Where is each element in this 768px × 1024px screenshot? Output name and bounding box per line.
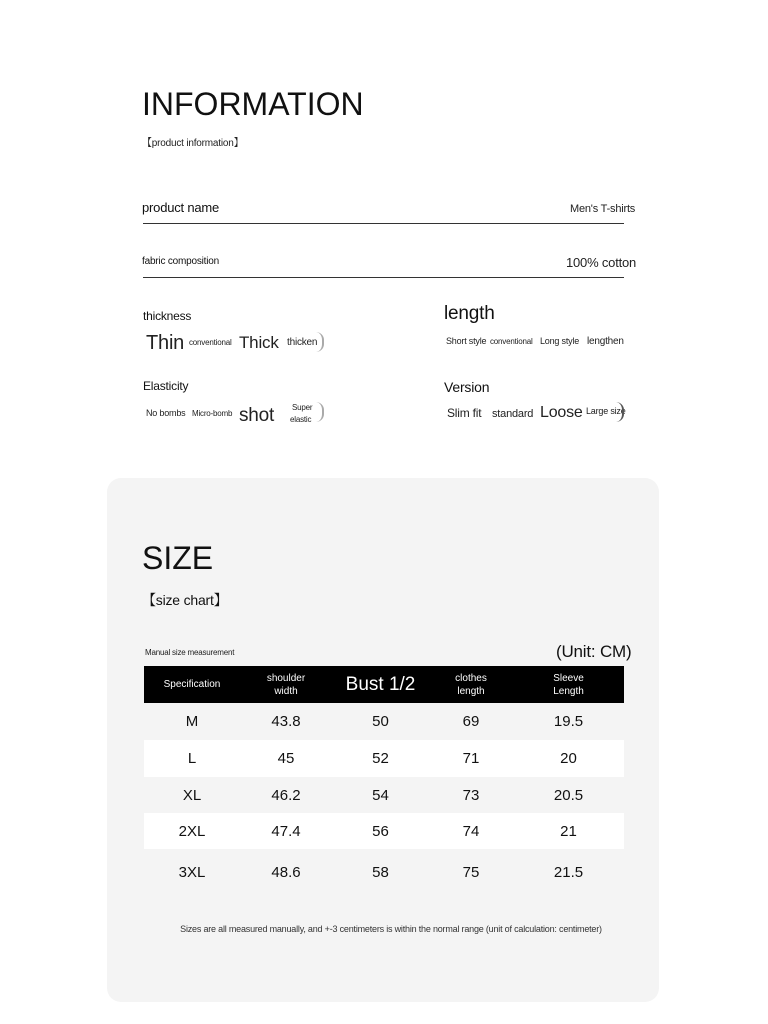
header-shoulder-width: shoulder width bbox=[240, 666, 332, 703]
length-option-short: Short style bbox=[446, 336, 487, 346]
elasticity-option-no-bombs: No bombs bbox=[146, 408, 186, 418]
table-cell: L bbox=[144, 740, 240, 777]
table-cell: 20.5 bbox=[513, 777, 624, 813]
version-title: Version bbox=[444, 379, 490, 395]
header-clothes-length: clothes length bbox=[429, 666, 513, 703]
table-cell: 50 bbox=[332, 703, 429, 740]
table-cell: 48.6 bbox=[240, 849, 332, 895]
fabric-divider bbox=[143, 277, 624, 278]
version-option-slim-fit: Slim fit bbox=[447, 406, 482, 420]
thickness-selector-edge bbox=[312, 332, 324, 352]
thickness-title: thickness bbox=[143, 309, 192, 323]
fabric-value: 100% cotton bbox=[566, 255, 637, 270]
elasticity-selector-edge bbox=[312, 402, 324, 422]
information-title: INFORMATION bbox=[142, 86, 364, 122]
version-selector-edge bbox=[612, 402, 624, 422]
table-cell: 2XL bbox=[144, 813, 240, 849]
size-title: SIZE bbox=[142, 540, 214, 576]
table-cell: 21.5 bbox=[513, 849, 624, 895]
table-row bbox=[144, 813, 624, 849]
elasticity-option-elastic: elastic bbox=[290, 415, 312, 424]
header-specification: Specification bbox=[144, 666, 240, 703]
table-cell: 74 bbox=[429, 813, 513, 849]
table-cell: 45 bbox=[240, 740, 332, 777]
table-cell: 56 bbox=[332, 813, 429, 849]
table-cell: 3XL bbox=[144, 849, 240, 895]
header-bust: Bust 1/2 bbox=[332, 666, 429, 703]
product-name-label: product name bbox=[142, 200, 220, 215]
table-cell: 58 bbox=[332, 849, 429, 895]
header-sleeve-length: Sleeve Length bbox=[513, 666, 624, 703]
table-cell: 43.8 bbox=[240, 703, 332, 740]
product-name-value: Men's T-shirts bbox=[570, 203, 636, 215]
table-row bbox=[144, 740, 624, 777]
version-option-large-size: Large size bbox=[586, 406, 626, 416]
table-row bbox=[144, 777, 624, 813]
table-row bbox=[144, 849, 624, 895]
size-chart-table bbox=[144, 666, 624, 895]
thickness-option-thicken: thicken bbox=[287, 337, 318, 348]
length-option-conventional: conventional bbox=[490, 337, 533, 346]
elasticity-option-micro-bomb: Micro-bomb bbox=[192, 409, 233, 418]
table-cell: 20 bbox=[513, 740, 624, 777]
table-cell: 69 bbox=[429, 703, 513, 740]
table-cell: XL bbox=[144, 777, 240, 813]
table-cell: 75 bbox=[429, 849, 513, 895]
table-row bbox=[144, 703, 624, 740]
table-cell: 71 bbox=[429, 740, 513, 777]
table-cell: M bbox=[144, 703, 240, 740]
table-cell: 52 bbox=[332, 740, 429, 777]
version-option-loose: Loose bbox=[540, 404, 583, 421]
thickness-option-thick: Thick bbox=[239, 333, 279, 352]
information-subtitle: 【product information】 bbox=[142, 138, 244, 149]
length-title: length bbox=[444, 303, 495, 324]
length-option-lengthen: lengthen bbox=[587, 336, 624, 347]
table-cell: 47.4 bbox=[240, 813, 332, 849]
table-cell: 21 bbox=[513, 813, 624, 849]
elasticity-option-shot: shot bbox=[239, 405, 275, 426]
thickness-option-conventional: conventional bbox=[189, 338, 232, 347]
thickness-option-thin: Thin bbox=[146, 332, 185, 354]
elasticity-title: Elasticity bbox=[143, 379, 189, 393]
manual-measurement-label: Manual size measurement bbox=[145, 648, 235, 657]
fabric-label: fabric composition bbox=[142, 256, 219, 267]
length-option-long: Long style bbox=[540, 336, 580, 346]
table-cell: 54 bbox=[332, 777, 429, 813]
elasticity-option-super: Super bbox=[292, 403, 313, 412]
unit-label: (Unit: CM) bbox=[556, 642, 632, 661]
measurement-note: Sizes are all measured manually, and +-3 centimeters is within the normal range (unit of calculation: centimeter) bbox=[180, 924, 602, 934]
table-cell: 46.2 bbox=[240, 777, 332, 813]
version-option-standard: standard bbox=[492, 408, 534, 420]
product-name-divider bbox=[143, 223, 624, 224]
size-subtitle: 【size chart】 bbox=[142, 592, 228, 608]
table-header-row bbox=[144, 666, 624, 703]
table-cell: 19.5 bbox=[513, 703, 624, 740]
table-cell: 73 bbox=[429, 777, 513, 813]
